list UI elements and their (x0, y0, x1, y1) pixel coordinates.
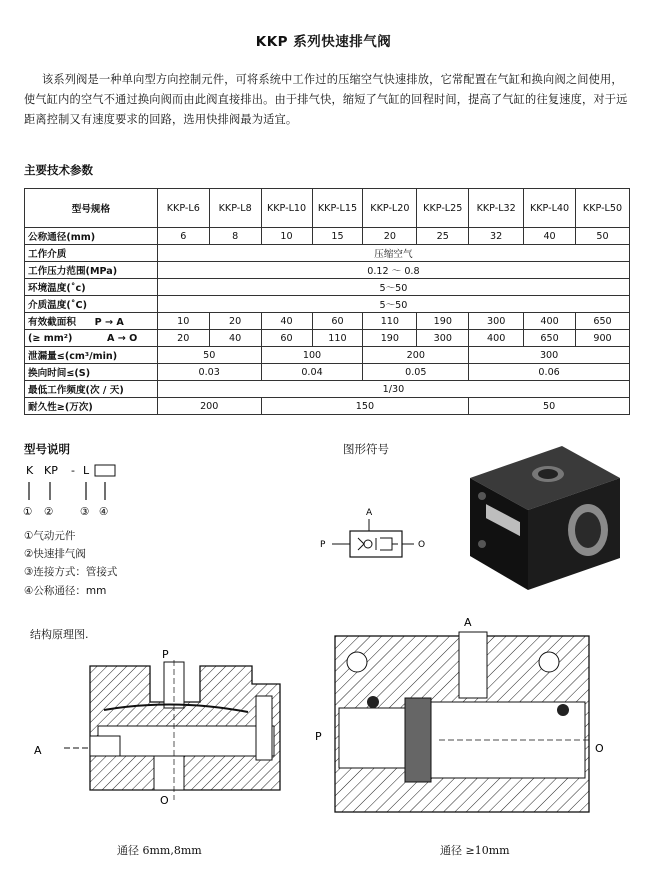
table-cell: 110 (312, 330, 363, 347)
valve-symbol (318, 505, 438, 575)
symbol-port-a: A (366, 508, 373, 518)
table-row (25, 245, 630, 262)
mark-1: ① (23, 506, 33, 518)
table-cell: 100 (261, 347, 363, 364)
pressure-label: 工作压力范围(MPa) (25, 262, 158, 279)
table-cell: 300 (417, 330, 469, 347)
table-cell: 50 (157, 347, 261, 364)
table-cell: 40 (209, 330, 261, 347)
mark-4: ④ (99, 506, 109, 518)
table-cell: 60 (312, 313, 363, 330)
model-cell: KKP-L40 (524, 189, 576, 228)
pa-label: P → A (94, 317, 124, 328)
table-cell: 150 (261, 398, 469, 415)
table-row (25, 296, 630, 313)
table-cell: 压缩空气 (157, 245, 629, 262)
table-cell: 400 (469, 330, 524, 347)
table-cell: 0.06 (469, 364, 630, 381)
table-cell: 8 (209, 228, 261, 245)
table-cell: 0.05 (363, 364, 469, 381)
durability-label: 耐久性≥(万次) (25, 398, 158, 415)
symbol-port-p: P (320, 540, 326, 550)
table-cell: 110 (363, 313, 417, 330)
ambient-label: 环境温度(˚c) (25, 279, 158, 296)
table-cell: 50 (576, 228, 630, 245)
right-port-o: O (595, 742, 604, 755)
table-cell: 300 (469, 347, 630, 364)
model-explain-title: 型号说明 (24, 442, 70, 456)
table-cell: 20 (363, 228, 417, 245)
legend-item: ②快速排气阀 (24, 548, 86, 560)
mark-2: ② (44, 506, 54, 518)
code-dash: - (71, 464, 75, 477)
area-label (25, 313, 158, 330)
area-unit-text: (≥ mm²) (28, 332, 73, 344)
legend-item: ①气动元件 (24, 530, 76, 542)
table-cell: 5～50 (157, 279, 629, 296)
table-cell: 0.12 ～ 0.8 (157, 262, 629, 279)
table-cell: 0.04 (261, 364, 363, 381)
spec-table (24, 188, 630, 415)
spec-section-title: 主要技术参数 (24, 163, 93, 177)
model-cell: KKP-L50 (576, 189, 630, 228)
left-port-p: P (162, 648, 169, 661)
legend-item: ③连接方式：管接式 (24, 566, 118, 578)
table-cell: 650 (524, 330, 576, 347)
table-cell: 40 (524, 228, 576, 245)
code-k: K (26, 464, 34, 477)
code-kp: KP (44, 464, 58, 477)
page-title: KKP 系列快速排气阀 (255, 34, 392, 50)
structure-right-diagram (315, 612, 625, 822)
table-cell: 300 (469, 313, 524, 330)
left-port-o: O (160, 794, 169, 807)
table-row (25, 279, 630, 296)
medium-label: 工作介质 (25, 245, 158, 262)
table-row (25, 398, 630, 415)
media-temp-label: 介质温度(˚C) (25, 296, 158, 313)
model-cell: KKP-L6 (157, 189, 209, 228)
code-box (95, 465, 115, 476)
model-cell: KKP-L8 (209, 189, 261, 228)
left-port-a: A (34, 744, 42, 757)
table-cell: 190 (363, 330, 417, 347)
model-cell: KKP-L20 (363, 189, 417, 228)
symbol-title: 图形符号 (343, 442, 389, 456)
table-row (25, 347, 630, 364)
table-cell: 1/30 (157, 381, 629, 398)
model-cell: KKP-L25 (417, 189, 469, 228)
model-cell: KKP-L10 (261, 189, 312, 228)
table-row (25, 189, 630, 228)
table-cell: 32 (469, 228, 524, 245)
code-l: L (83, 464, 90, 477)
table-cell: 40 (261, 313, 312, 330)
freq-label: 最低工作频度(次 / 天) (25, 381, 158, 398)
table-cell: 15 (312, 228, 363, 245)
table-row (25, 228, 630, 245)
area-label-unit (25, 330, 158, 347)
table-row (25, 262, 630, 279)
table-cell: 200 (157, 398, 261, 415)
table-row (25, 381, 630, 398)
legend-item: ④公称通径：mm (24, 585, 107, 597)
product-photo (452, 438, 630, 598)
table-cell: 10 (157, 313, 209, 330)
table-cell: 200 (363, 347, 469, 364)
table-cell: 25 (417, 228, 469, 245)
area-label-main: 有效截面积 (28, 317, 76, 328)
table-cell: 20 (209, 313, 261, 330)
left-caption: 通径 6mm,8mm (117, 844, 202, 857)
intro-paragraph: 该系列阀是一种单向型方向控制元件，可将系统中工作过的压缩空气快速排放，它常配置在气缸和换向阀之间使用，使气缸内的空气不通过换向阀而由此阀直接排出。由于排气快，缩短了气缸的回程时间，提高了气缸的往复速度，对于远距离控制又有速度要求的回路，选用快排阀最为适宜。 (24, 73, 628, 126)
model-cell: KKP-L32 (469, 189, 524, 228)
model-code-diagram (20, 460, 140, 520)
table-cell: 50 (469, 398, 630, 415)
table-row (25, 330, 630, 347)
leak-label: 泄漏量≤(cm³/min) (25, 347, 158, 364)
right-port-p: P (315, 730, 322, 743)
symbol-port-o: O (418, 540, 426, 550)
model-label: 型号规格 (25, 189, 158, 228)
nominal-label: 公称通径(mm) (25, 228, 158, 245)
model-cell: KKP-L15 (312, 189, 363, 228)
mark-3: ③ (80, 506, 90, 518)
table-cell: 650 (576, 313, 630, 330)
right-caption: 通径 ≥10mm (440, 844, 510, 857)
table-cell: 6 (157, 228, 209, 245)
table-cell: 0.03 (157, 364, 261, 381)
table-cell: 60 (261, 330, 312, 347)
table-cell: 400 (524, 313, 576, 330)
switch-label: 换向时间≤(S) (25, 364, 158, 381)
structure-left-diagram (24, 640, 314, 820)
table-cell: 10 (261, 228, 312, 245)
table-cell: 190 (417, 313, 469, 330)
table-row (25, 364, 630, 381)
ao-label: A → O (107, 332, 138, 344)
right-port-a: A (464, 616, 472, 629)
table-row (25, 313, 630, 330)
table-cell: 900 (576, 330, 630, 347)
table-cell: 5～50 (157, 296, 629, 313)
table-cell: 20 (157, 330, 209, 347)
structure-title: 结构原理图. (30, 628, 89, 641)
